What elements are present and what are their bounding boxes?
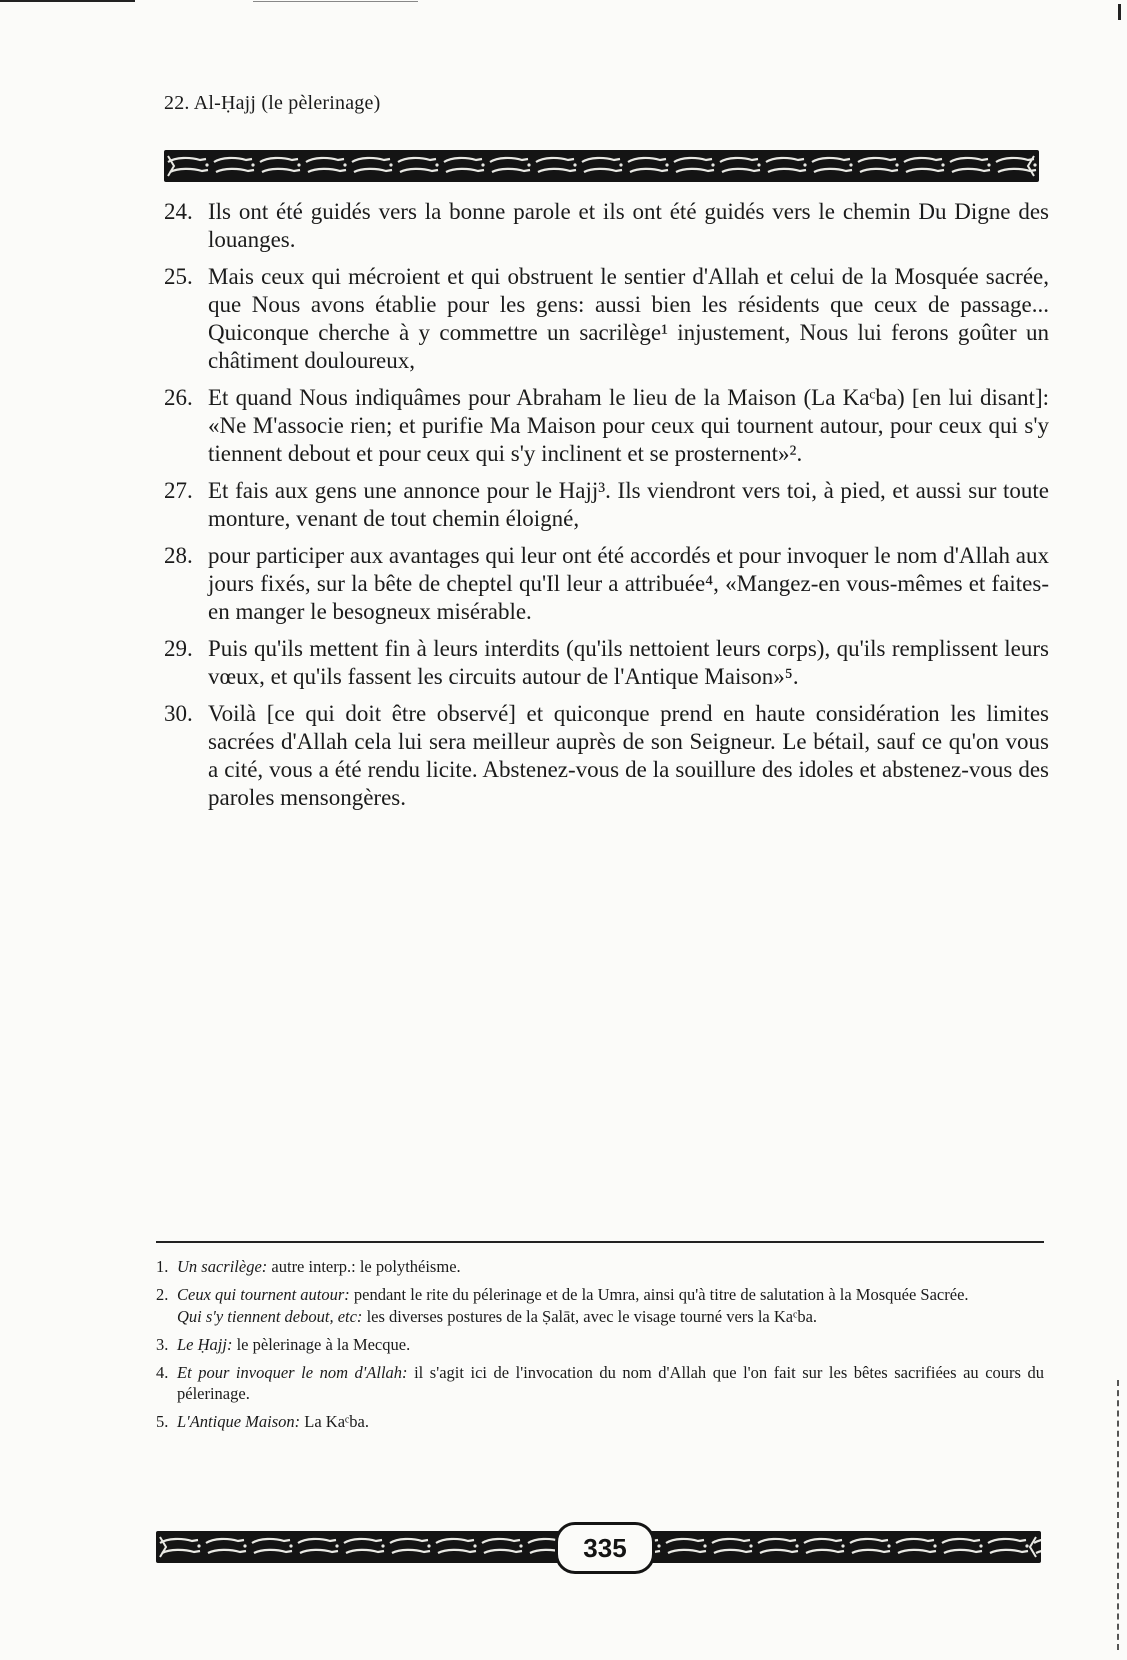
footnote-number: 3. xyxy=(156,1335,169,1354)
verse-26 xyxy=(164,384,1049,468)
top-scan-line xyxy=(253,1,418,2)
verse-30 xyxy=(164,700,1049,812)
top-border-line xyxy=(0,0,135,2)
footnote-number: 5. xyxy=(156,1412,169,1431)
footnote-term: Ceux qui tournent autour: xyxy=(177,1285,350,1304)
footnote-text: il s'agit ici de l'invocation du nom d'Allah que l'on fait sur les bêtes sacrifiées au cours du pélerinage. xyxy=(177,1363,1044,1403)
footnote-term: Un sacrilège: xyxy=(177,1257,268,1276)
verse-text: Mais ceux qui mécroient et qui obstruent le sentier d'Allah et celui de la Mosquée sacrée, que Nous avons établie pour les gens: aussi bien les résidents que ceux de passage... Quiconque cherche à y commettre un sacrilège¹ injustement, Nous lui ferons goûter un châtiment douloureux, xyxy=(208,264,1049,373)
verse-number: 30. xyxy=(164,701,193,726)
verse-28 xyxy=(164,542,1049,626)
verse-number: 24. xyxy=(164,199,193,224)
footnote-term: Qui s'y tiennent debout, etc: xyxy=(177,1307,363,1326)
footnote-number: 4. xyxy=(156,1363,169,1382)
verse-number: 28. xyxy=(164,543,193,568)
verse-list xyxy=(164,198,1049,821)
footnote-4 xyxy=(156,1362,1044,1404)
footnote-text: autre interp.: le polythéisme. xyxy=(267,1257,461,1276)
footnote-2-continuation xyxy=(177,1306,1044,1327)
verse-29 xyxy=(164,635,1049,691)
ornament-pattern-top xyxy=(164,150,1039,182)
verse-number: 26. xyxy=(164,385,193,410)
footnote-divider xyxy=(156,1241,1044,1243)
footnote-5 xyxy=(156,1411,1044,1432)
footnote-number: 2. xyxy=(156,1285,169,1304)
footnote-2 xyxy=(156,1284,1044,1327)
footnote-term: Et pour invoquer le nom d'Allah: xyxy=(177,1363,408,1382)
page-number: 335 xyxy=(555,1522,655,1574)
top-ornament-band xyxy=(164,150,1039,182)
verse-25 xyxy=(164,263,1049,375)
verse-text: Ils ont été guidés vers la bonne parole et ils ont été guidés vers le chemin Du Digne des louanges. xyxy=(208,199,1049,252)
footnote-text: pendant le rite du pélerinage et de la Umra, ainsi qu'à titre de salutation à la Mosquée Sacrée. xyxy=(349,1285,969,1304)
footnote-text: les diverses postures de la Ṣalāt, avec le visage tourné vers la Kaᶜba. xyxy=(362,1307,818,1326)
footnote-1 xyxy=(156,1256,1044,1277)
verse-number: 27. xyxy=(164,478,193,503)
scan-edge-marks xyxy=(1115,1380,1119,1650)
footnote-list xyxy=(156,1256,1044,1439)
verse-text: Et fais aux gens une annonce pour le Hajj³. Ils viendront vers toi, à pied, et aussi sur toute monture, venant de tout chemin éloigné, xyxy=(208,478,1049,531)
verse-number: 29. xyxy=(164,636,193,661)
verse-24 xyxy=(164,198,1049,254)
footnote-term: Le Ḥajj: xyxy=(177,1335,233,1354)
footnote-3 xyxy=(156,1334,1044,1355)
verse-text: pour participer aux avantages qui leur ont été accordés et pour invoquer le nom d'Allah aux jours fixés, sur la bête de cheptel qu'Il leur a attribuée⁴, «Mangez-en vous-mêmes et faites-en manger le besogneux misérable. xyxy=(208,543,1049,624)
footnote-text: le pèlerinage à la Mecque. xyxy=(232,1335,411,1354)
corner-mark xyxy=(1118,4,1121,20)
footnote-text: La Kaᶜba. xyxy=(300,1412,369,1431)
verse-text: Et quand Nous indiquâmes pour Abraham le lieu de la Maison (La Kaᶜba) [en lui disant]: «Ne M'associe rien; et purifie Ma Maison pour ceux qui tournent autour, pour ceux qui s'y tiennent debout et pour ceux qui s'y inclinent et se prosternent»². xyxy=(208,385,1049,466)
footnote-number: 1. xyxy=(156,1257,169,1276)
verse-text: Puis qu'ils mettent fin à leurs interdits (qu'ils nettoient leurs corps), qu'ils remplissent leurs vœux, et qu'ils fassent les circuits autour de l'Antique Maison»⁵. xyxy=(208,636,1049,689)
running-title: 22. Al-Ḥajj (le pèlerinage) xyxy=(164,92,381,114)
verse-27 xyxy=(164,477,1049,533)
footnote-term: L'Antique Maison: xyxy=(177,1412,301,1431)
verse-number: 25. xyxy=(164,264,193,289)
verse-text: Voilà [ce qui doit être observé] et quiconque prend en haute considération les limites sacrées d'Allah cela lui sera meilleur auprès de son Seigneur. Le bétail, sauf ce qu'on vous a cité, vous a été rendu licite. Abstenez-vous de la souillure des idoles et abstenez-vous des paroles mensongères. xyxy=(208,701,1049,810)
